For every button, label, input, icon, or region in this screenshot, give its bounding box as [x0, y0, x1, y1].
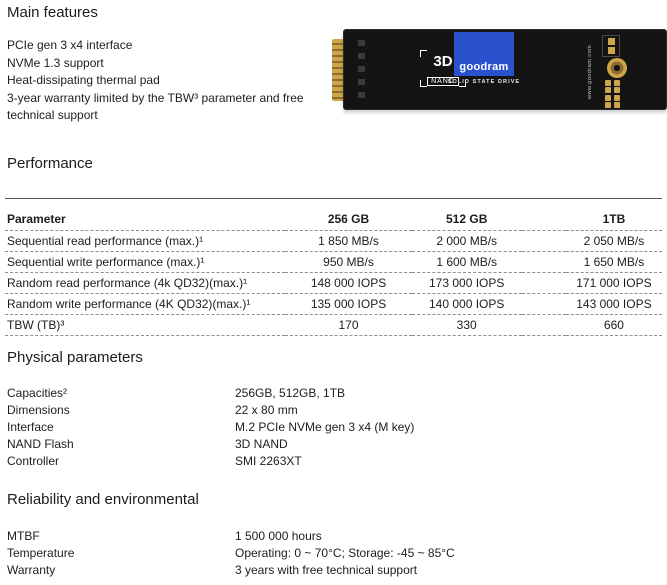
gold-pad-icon [608, 38, 615, 45]
table-row [5, 294, 662, 315]
param-value: 256GB, 512GB, 1TB [235, 386, 346, 400]
table-row [5, 252, 662, 273]
performance-table [5, 198, 662, 336]
cell-256gb: 148 000 IOPS [285, 273, 411, 294]
param-label: Dimensions [7, 403, 70, 417]
param-label: Controller [7, 454, 60, 468]
solder-dot-icon [605, 80, 611, 86]
cell-512gb: 173 000 IOPS [412, 273, 522, 294]
list-item [7, 453, 414, 470]
param-value: M.2 PCIe NVMe gen 3 x4 (M key) [235, 420, 415, 434]
cell-spacer [522, 294, 566, 315]
reliability-list [7, 528, 455, 579]
param-value: 3 years with free technical support [235, 563, 418, 577]
param-value: 1 500 000 hours [235, 529, 322, 543]
param-label: MTBF [7, 529, 40, 543]
param-label: Warranty [7, 563, 56, 577]
solder-dot-icon [614, 102, 620, 108]
reliability-heading: Reliability and environmental [7, 491, 199, 508]
main-features-heading: Main features [7, 4, 98, 21]
solder-dot-icon [614, 95, 620, 101]
ssd-screw-hole-icon [607, 58, 627, 78]
ssd-solder-pads-icon [605, 80, 621, 108]
ssd-components-icon [358, 40, 365, 104]
bracket-corner-icon [420, 50, 427, 57]
table-row [5, 315, 662, 336]
cell-1tb: 660 [566, 315, 662, 336]
nand-badge-nand-text: NAND [427, 77, 459, 86]
table-row [5, 273, 662, 294]
param-value: 3D NAND [235, 437, 288, 451]
list-item [7, 402, 414, 419]
cell-1tb: 143 000 IOPS [566, 294, 662, 315]
nand-badge-3d-text: 3D [433, 53, 453, 70]
cell-512gb: 1 600 MB/s [412, 252, 522, 273]
feature-item: Heat-dissipating thermal pad [7, 73, 160, 87]
ssd-pcb [343, 29, 667, 110]
row-label: TBW (TB)³ [5, 315, 285, 336]
cell-512gb: 2 000 MB/s [412, 231, 522, 252]
solder-dot-icon [605, 87, 611, 93]
list-item [7, 436, 414, 453]
cell-spacer [522, 252, 566, 273]
physical-parameters-list [7, 385, 414, 470]
table-row [5, 231, 662, 252]
cell-512gb: 330 [412, 315, 522, 336]
solder-dot-icon [605, 102, 611, 108]
list-item [7, 419, 414, 436]
cell-256gb: 135 000 IOPS [285, 294, 411, 315]
cell-spacer [522, 231, 566, 252]
feature-item: NVMe 1.3 support [7, 55, 104, 70]
physical-parameters-heading: Physical parameters [7, 349, 143, 366]
column-spacer [522, 199, 566, 231]
cell-256gb: 170 [285, 315, 411, 336]
row-label: Random write performance (4K QD32)(max.)¹ [5, 294, 285, 315]
goodram-label [454, 32, 514, 76]
ssd-subtitle-text: SOLID STATE DRIVE [447, 79, 521, 85]
row-label: Sequential read performance (max.)¹ [5, 231, 285, 252]
cell-1tb: 1 650 MB/s [566, 252, 662, 273]
param-value: Operating: 0 ~ 70°C; Storage: -45 ~ 85°C [235, 546, 455, 560]
solder-dot-icon [614, 80, 620, 86]
cell-1tb: 171 000 IOPS [566, 273, 662, 294]
bracket-corner-icon [420, 80, 427, 87]
cell-spacer [522, 315, 566, 336]
list-item [7, 385, 414, 402]
ssd-jumper-pads-icon [602, 35, 620, 57]
list-item [7, 528, 455, 545]
solder-dot-icon [605, 95, 611, 101]
param-value: SMI 2263XT [235, 454, 302, 468]
list-item [7, 562, 455, 579]
feature-item: 3-year warranty limited by the TBW³ parameter and free technical support [7, 90, 304, 122]
cell-256gb: 950 MB/s [285, 252, 411, 273]
cell-spacer [522, 273, 566, 294]
column-header-512gb: 512 GB [412, 199, 522, 231]
gold-pad-icon [608, 47, 615, 54]
param-value: 22 x 80 mm [235, 403, 298, 417]
cell-256gb: 1 850 MB/s [285, 231, 411, 252]
param-label: Capacities² [7, 386, 68, 400]
table-header-row [5, 199, 662, 231]
param-label: Temperature [7, 546, 75, 560]
performance-heading: Performance [7, 155, 93, 172]
ssd-product-image [332, 27, 667, 113]
row-label: Random read performance (4k QD32)(max.)¹ [5, 273, 285, 294]
cell-1tb: 2 050 MB/s [566, 231, 662, 252]
solder-dot-icon [614, 87, 620, 93]
column-header-256gb: 256 GB [285, 199, 411, 231]
param-label: Interface [7, 420, 54, 434]
goodram-logo: goodram [459, 61, 509, 73]
param-label: NAND Flash [7, 437, 74, 451]
column-header-1tb: 1TB [566, 199, 662, 231]
ssd-website-text: www.goodram.com [587, 44, 593, 100]
column-header-parameter: Parameter [5, 199, 285, 231]
row-label: Sequential write performance (max.)¹ [5, 252, 285, 273]
cell-512gb: 140 000 IOPS [412, 294, 522, 315]
main-features-list [7, 37, 309, 125]
list-item [7, 545, 455, 562]
feature-item: PCIe gen 3 x4 interface [7, 38, 133, 52]
